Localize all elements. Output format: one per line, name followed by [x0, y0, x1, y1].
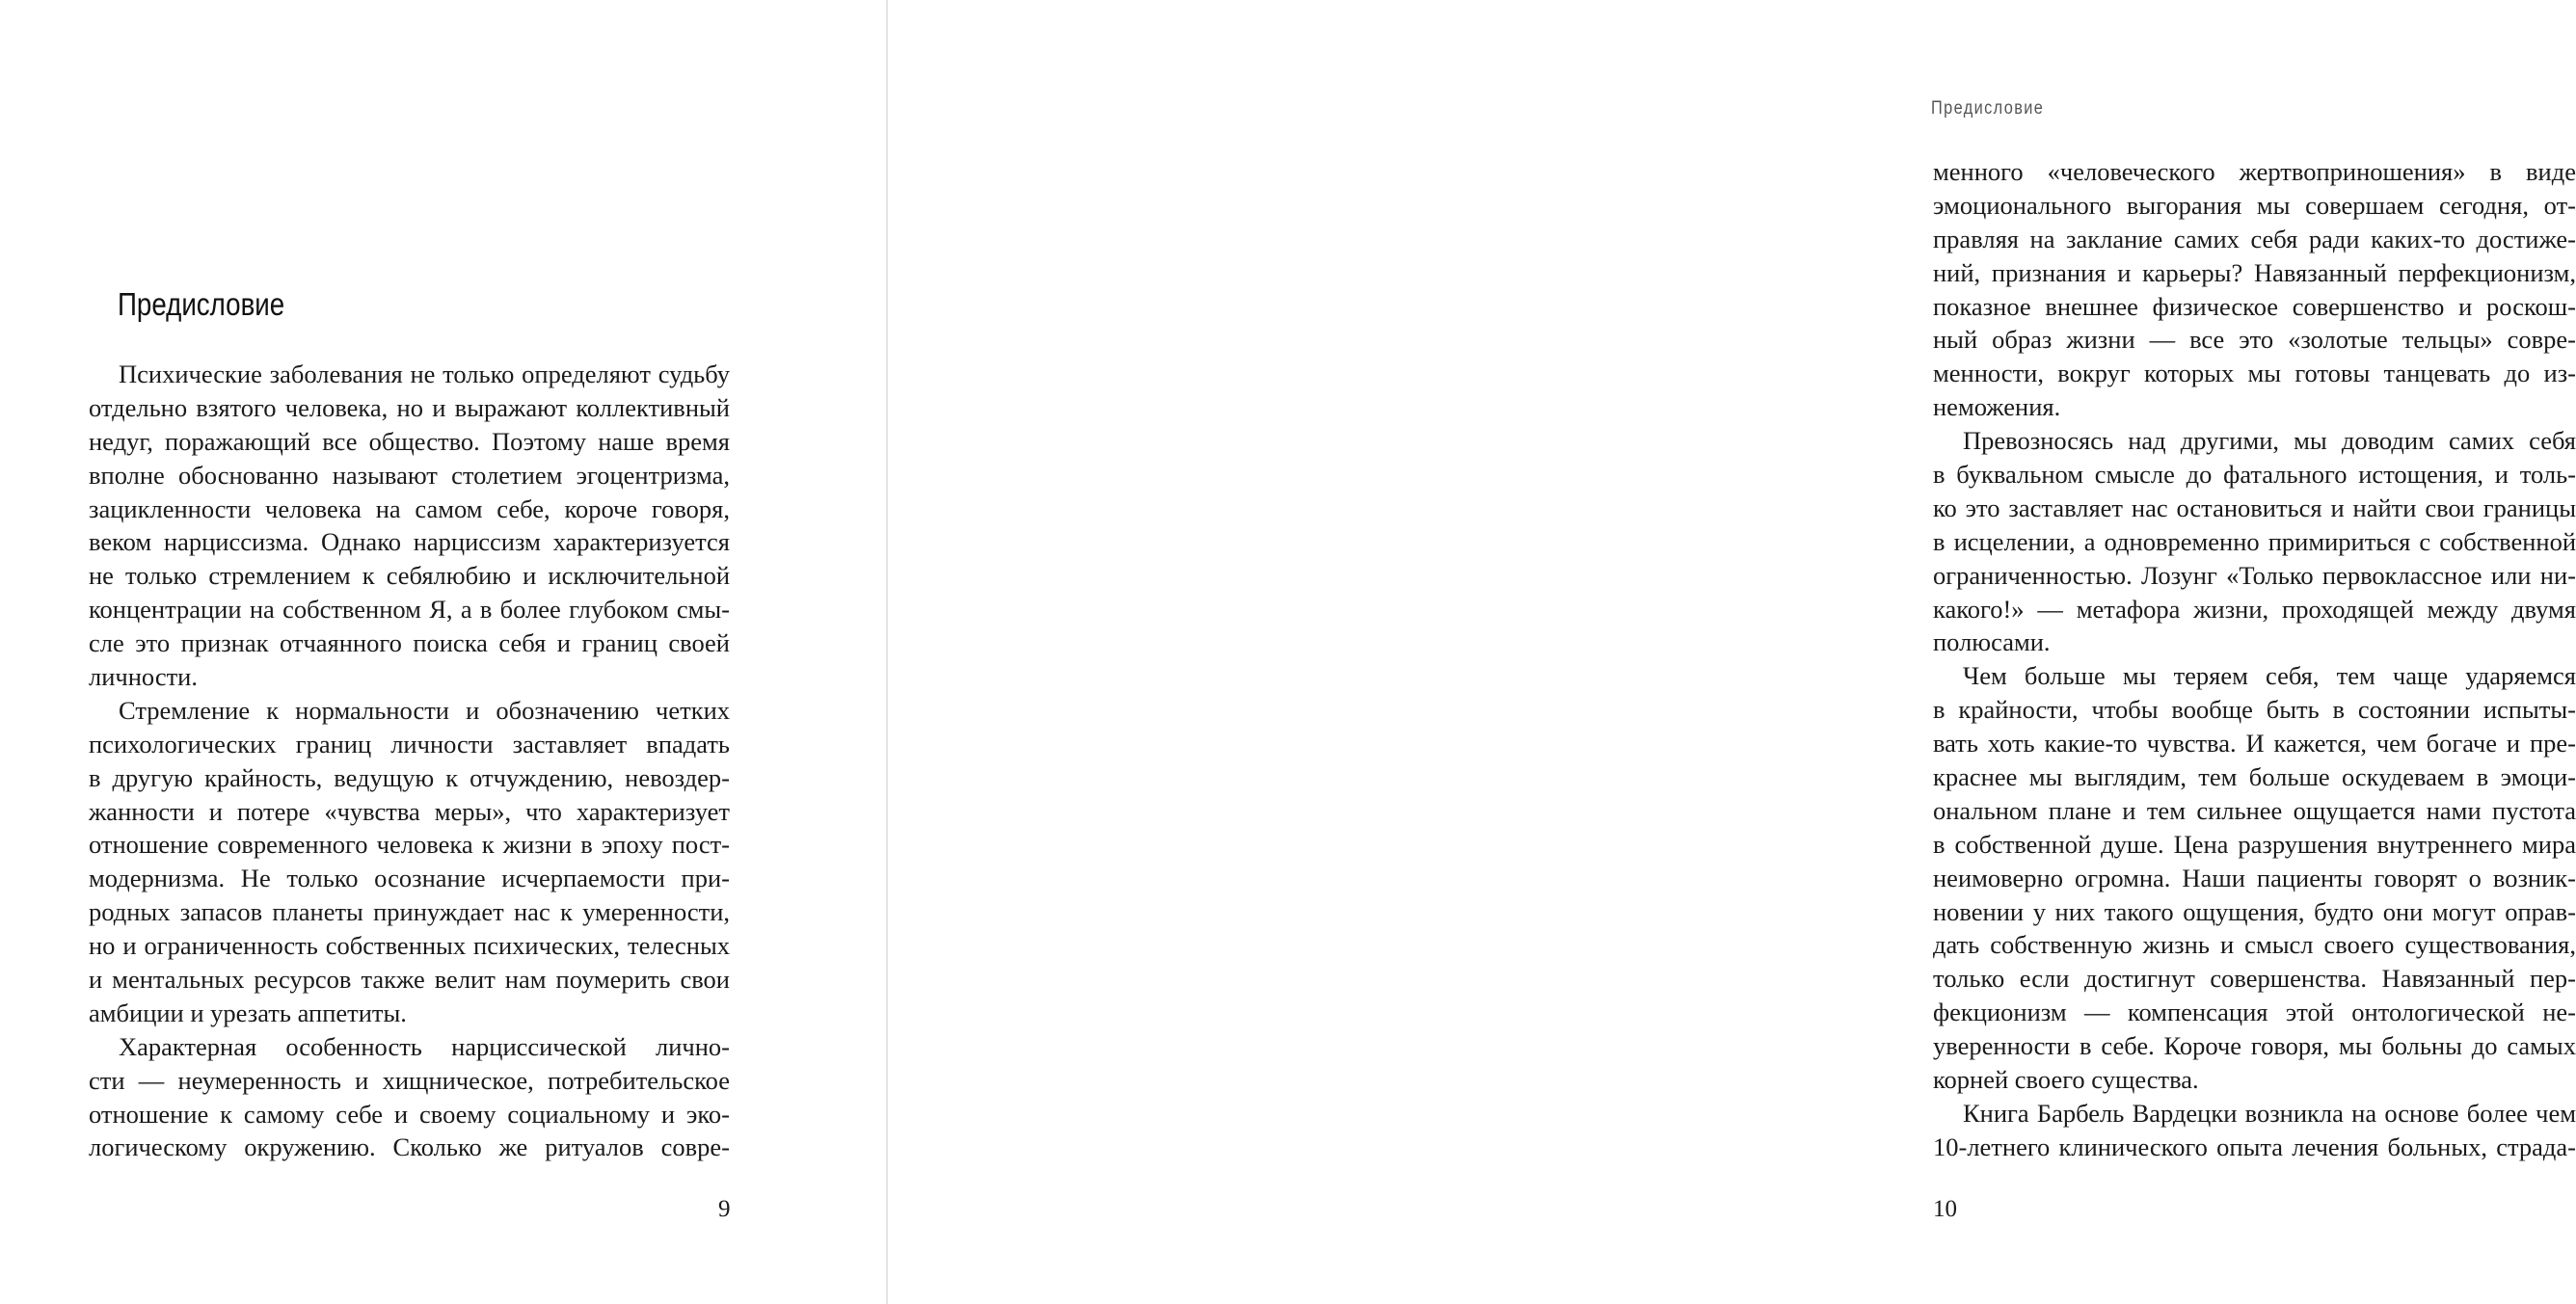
- text-line: фекционизм — компенсация этой онтологической не-: [1933, 998, 2576, 1027]
- text-line: полюсами.: [1933, 627, 2051, 657]
- text-line: зацикленности человека на самом себе, короче говоря,: [89, 493, 730, 523]
- text-line: личности.: [89, 662, 198, 692]
- text-line: но и ограниченность собственных психических, телесных: [89, 931, 730, 961]
- text-line: ко это заставляет нас остановиться и найти свои границы: [1933, 492, 2576, 522]
- left-page: [0, 0, 886, 1304]
- text-line: корней своего существа.: [1933, 1065, 2199, 1095]
- left-page-body: [89, 358, 730, 1164]
- text-line: ный образ жизни — все это «золотые тельцы» совре-: [1933, 325, 2576, 355]
- text-line: какого!» — метафора жизни, проходящей между двумя: [1933, 594, 2576, 624]
- text-line: только если достигнут совершенства. Навязанный пер-: [1933, 964, 2576, 994]
- text-line: показное внешнее физическое совершенство и роскош-: [1933, 291, 2576, 321]
- text-line: новении у них такого ощущения, будто они могут оправ-: [1933, 896, 2576, 926]
- text-line: ограниченностью. Лозунг «Только первоклассное или ни-: [1933, 560, 2576, 590]
- text-line: Чем больше мы теряем себя, тем чаще ударяемся: [1963, 661, 2576, 691]
- text-line: родных запасов планеты принуждает нас к умеренности,: [89, 897, 730, 927]
- text-line: в крайности, чтобы вообще быть в состоянии испыты-: [1933, 695, 2576, 725]
- text-line: вполне обоснованно называют столетием эгоцентризма,: [89, 460, 730, 490]
- text-line: ний, признания и карьеры? Навязанный перфекционизм,: [1933, 257, 2576, 287]
- text-line: концентрации на собственном Я, а в более глубоком смы-: [89, 595, 730, 625]
- text-line: логическому окружению. Сколько же ритуалов совре-: [89, 1132, 730, 1162]
- text-line: вать хоть какие-то чувства. И кажется, чем богаче и пре-: [1933, 729, 2576, 758]
- right-page-body: [1933, 155, 2576, 1164]
- text-line: неимоверно огромна. Наши пациенты говорят о возник-: [1933, 863, 2576, 892]
- text-line: жанности и потере «чувства меры», что характеризует: [89, 796, 730, 826]
- text-line: Психические заболевания не только определяют судьбу: [119, 359, 730, 388]
- page-number-left: 9: [718, 1196, 731, 1222]
- text-line: в буквальном смысле до фатального истощения, и толь-: [1933, 460, 2576, 490]
- text-line: ональном плане и тем сильнее ощущается нами пустота: [1933, 795, 2576, 825]
- text-line: Характерная особенность нарциссической лично-: [119, 1031, 730, 1061]
- text-line: в собственной душе. Цена разрушения внутреннего мира: [1933, 829, 2576, 859]
- text-line: отношение к самому себе и своему социальному и эко-: [89, 1099, 730, 1129]
- text-line: модернизма. Не только осознание исчерпаемости при-: [89, 864, 730, 893]
- text-line: Превозносясь над другими, мы доводим самих себя: [1963, 426, 2576, 456]
- text-line: сле это признак отчаянного поиска себя и границ своей: [89, 628, 730, 658]
- text-line: амбиции и урезать аппетиты.: [89, 998, 407, 1027]
- text-line: в исцелении, а одновременно примириться с собственной: [1933, 526, 2576, 556]
- text-line: эмоционального выгорания мы совершаем сегодня, от-: [1933, 190, 2576, 220]
- text-line: не только стремлением к себялюбию и исключительной: [89, 561, 730, 591]
- text-line: Книга Барбель Вардецки возникла на основе более чем: [1963, 1098, 2576, 1128]
- text-line: менного «человеческого жертвоприношения» в виде: [1933, 157, 2576, 186]
- text-line: неможения.: [1933, 392, 2061, 422]
- text-line: и ментальных ресурсов также велит нам поумерить свои: [89, 965, 730, 995]
- running-head: Предисловие: [1931, 98, 2045, 119]
- chapter-title: Предисловие: [118, 286, 285, 322]
- text-line: психологических границ личности заставляет впадать: [89, 729, 730, 758]
- text-line: менности, вокруг которых мы готовы танцевать до из-: [1933, 359, 2576, 388]
- text-line: правляя на заклание самих себя ради каких-то достиже-: [1933, 224, 2576, 253]
- text-line: отдельно взятого человека, но и выражают коллективный: [89, 392, 730, 422]
- text-line: в другую крайность, ведущую к отчуждению, невоздер-: [89, 762, 730, 792]
- text-line: сти — неумеренность и хищническое, потребительское: [89, 1065, 730, 1095]
- text-line: веком нарциссизма. Однако нарциссизм характеризуется: [89, 527, 730, 557]
- text-line: недуг, поражающий все общество. Поэтому наше время: [89, 426, 730, 456]
- page-number-right: 10: [1933, 1196, 1957, 1222]
- right-page: [887, 0, 2576, 1304]
- text-line: краснее мы выглядим, тем больше оскудеваем в эмоци-: [1933, 762, 2576, 792]
- text-line: уверенности в себе. Короче говоря, мы больны до самых: [1933, 1031, 2576, 1061]
- text-line: Стремление к нормальности и обозначению четких: [119, 695, 730, 725]
- text-line: отношение современного человека к жизни в эпоху пост-: [89, 830, 730, 860]
- text-line: 10-летнего клинического опыта лечения больных, страда-: [1933, 1131, 2576, 1161]
- text-line: дать собственную жизнь и смысл своего существования,: [1933, 930, 2576, 960]
